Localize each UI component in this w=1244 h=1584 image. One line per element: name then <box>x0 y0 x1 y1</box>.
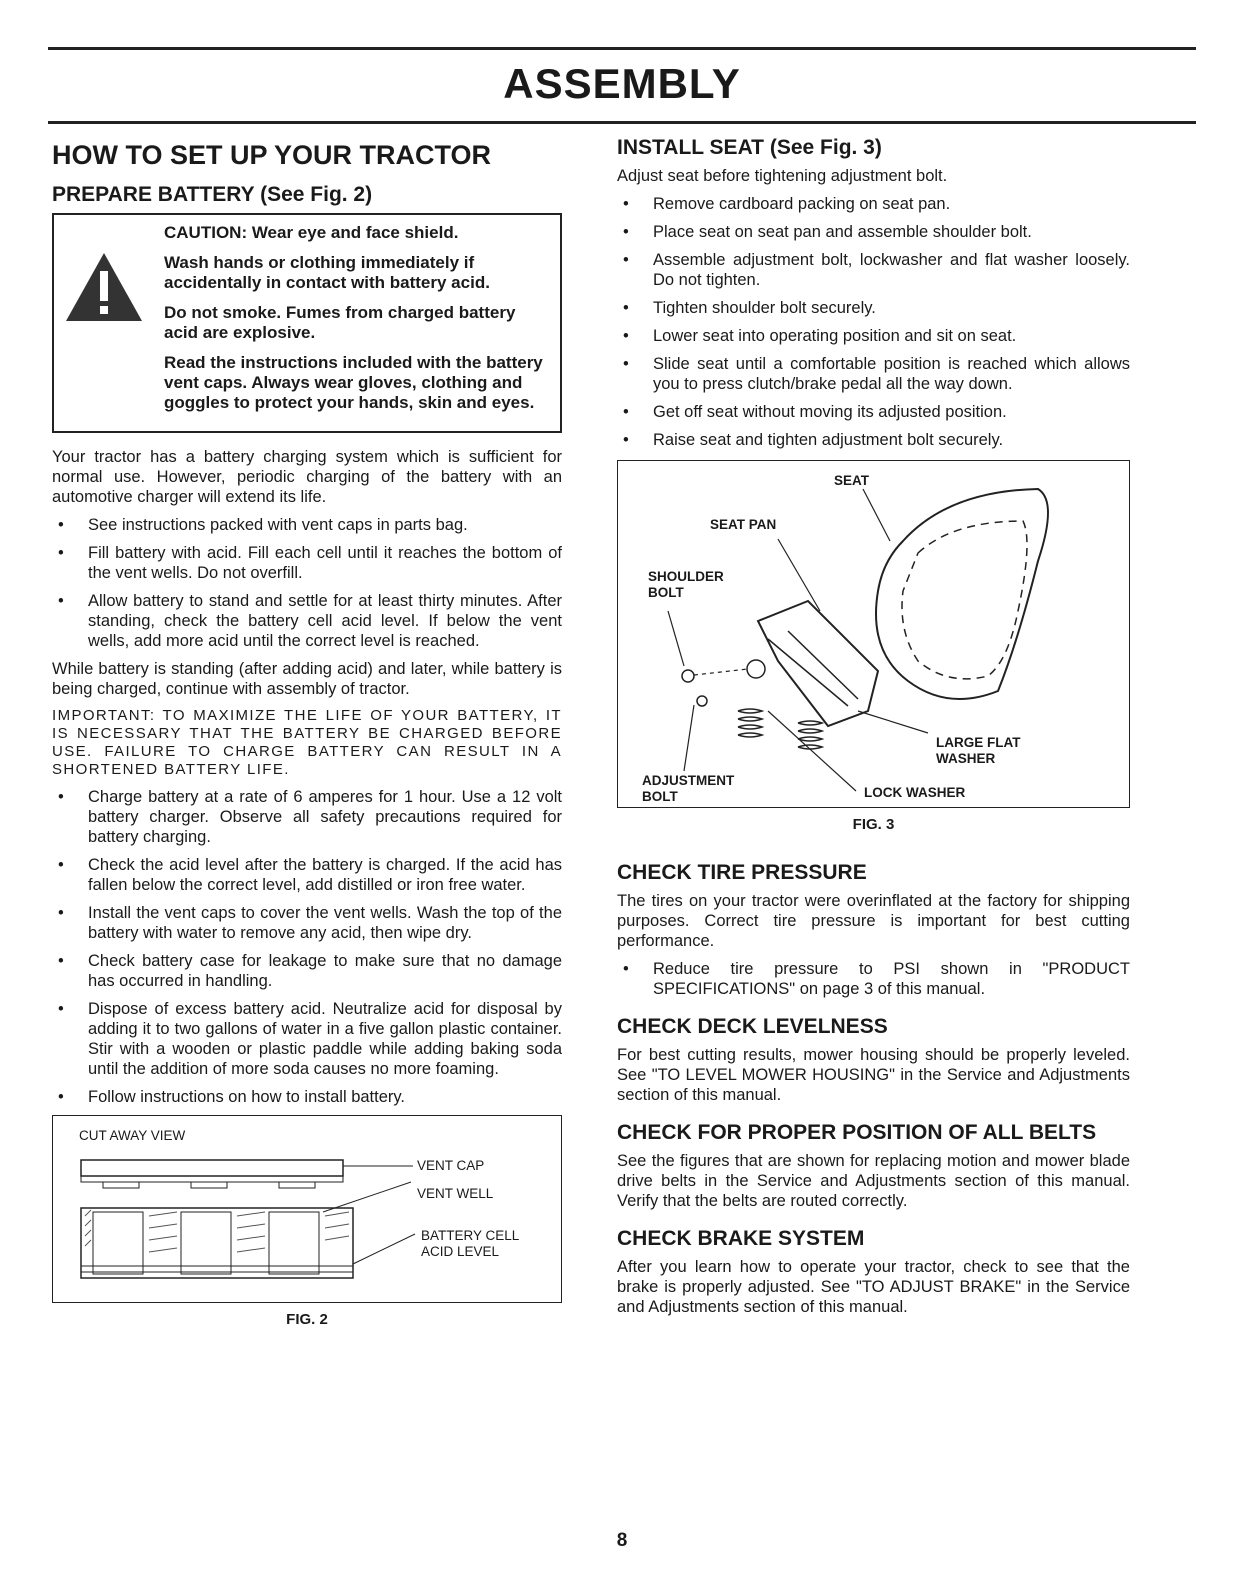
brake-system-heading: CHECK BRAKE SYSTEM <box>617 1227 865 1250</box>
washer-label: WASHER <box>936 751 996 766</box>
page-title: ASSEMBLY <box>503 60 741 107</box>
left-column <box>52 136 562 1328</box>
deck-levelness-heading: CHECK DECK LEVELNESS <box>617 1015 888 1038</box>
page-number: 8 <box>616 1530 628 1551</box>
shoulder-bolt-label: BOLT <box>648 585 684 600</box>
figure-3-box <box>617 460 1130 808</box>
while-standing-text: While battery is standing (after adding acid) and later, while battery is being charged, continue with assembly of tractor. <box>52 660 562 698</box>
seat-assembly-diagram <box>618 461 1118 807</box>
seat-pan-label: SEAT PAN <box>710 517 777 532</box>
caution-line-3: Do not smoke. Fumes from charged battery acid are explosive. <box>164 303 516 342</box>
seat-bullets <box>617 194 1130 450</box>
acid-level-label: ACID LEVEL <box>421 1244 500 1259</box>
list-item: • Lower seat into operating position and sit on seat. <box>617 326 1130 346</box>
adjustment-label: ADJUSTMENT <box>642 773 735 788</box>
brake-system-text: After you learn how to operate your tractor, check to see that the brake is properly adjusted. See "TO ADJUST BRAKE" in the Service and Adjustments section of this manual. <box>617 1258 1130 1316</box>
right-column <box>617 136 1130 1325</box>
battery-bullets-2 <box>52 787 562 1107</box>
section-title: HOW TO SET UP YOUR TRACTOR <box>52 140 492 170</box>
figure-2-caption: FIG. 2 <box>286 1311 328 1328</box>
install-seat-heading: INSTALL SEAT (See Fig. 3) <box>617 136 882 159</box>
list-item: • Fill battery with acid. Fill each cell until it reaches the bottom of the vent wells. Do not overfill. <box>52 543 562 583</box>
prepare-battery-heading: PREPARE BATTERY (See Fig. 2) <box>52 183 373 206</box>
belts-heading: CHECK FOR PROPER POSITION OF ALL BELTS <box>617 1121 1097 1144</box>
lock-washer-label: LOCK WASHER <box>864 785 966 800</box>
list-item: • Remove cardboard packing on seat pan. <box>617 194 1130 214</box>
battery-intro: Your tractor has a battery charging system which is sufficient for normal use. However, periodic charging of the battery with an automotive charger will extend its life. <box>52 448 562 506</box>
list-item: • Tighten shoulder bolt securely. <box>617 298 1130 318</box>
list-item: • Check battery case for leakage to make sure that no damage has occurred in handling. <box>52 951 562 991</box>
large-flat-label: LARGE FLAT <box>936 735 1021 750</box>
header-rule <box>48 121 1196 124</box>
list-item: • Install the vent caps to cover the vent wells. Wash the top of the battery with water to remove any acid, then wipe dry. <box>52 903 562 943</box>
list-item: • Place seat on seat pan and assemble shoulder bolt. <box>617 222 1130 242</box>
caution-box <box>52 213 562 433</box>
top-rule <box>48 47 1196 50</box>
list-item: • Check the acid level after the battery is charged. If the acid has fallen below the correct level, add distilled or iron free water. <box>52 855 562 895</box>
shoulder-label: SHOULDER <box>648 569 724 584</box>
belts-text: See the figures that are shown for replacing motion and mower blade drive belts in the Service and Adjustments section of this manual. Verify that the belts are routed correctly. <box>617 1152 1130 1210</box>
battery-cell-label: BATTERY CELL <box>421 1228 520 1243</box>
list-item: • Allow battery to stand and settle for at least thirty minutes. After standing, check the battery cell acid level. If below the vent wells, add more acid until the correct level is reached. <box>52 591 562 651</box>
list-item: • Get off seat without moving its adjusted position. <box>617 402 1130 422</box>
caution-line-1: CAUTION: Wear eye and face shield. <box>164 223 459 242</box>
figure-3-caption: FIG. 3 <box>852 816 895 833</box>
vent-well-label: VENT WELL <box>417 1186 494 1201</box>
adjustment-bolt-label: BOLT <box>642 789 678 804</box>
list-item: • Raise seat and tighten adjustment bolt securely. <box>617 430 1130 450</box>
battery-cutaway-diagram <box>53 1116 558 1302</box>
seat-label: SEAT <box>834 473 870 488</box>
list-item: • Assemble adjustment bolt, lockwasher and flat washer loosely. Do not tighten. <box>617 250 1130 290</box>
tire-pressure-heading: CHECK TIRE PRESSURE <box>617 861 867 884</box>
important-note: IMPORTANT: TO MAXIMIZE THE LIFE OF YOUR BATTERY, IT IS NECESSARY THAT THE BATTERY BE CHARGED BEFORE USE. FAILURE TO CHARGE BATTERY CAN RESULT IN A SHORTENED BATTERY LIFE. <box>52 707 562 778</box>
vent-cap-label: VENT CAP <box>417 1158 485 1173</box>
caution-line-4: Read the instructions included with the battery vent caps. Always wear gloves, clothing and goggles to protect your hands, skin and eyes. <box>164 353 543 412</box>
deck-levelness-text: For best cutting results, mower housing should be properly leveled. See "TO LEVEL MOWER HOUSING" in the Service and Adjustments section of this manual. <box>617 1046 1130 1104</box>
tire-pressure-text: The tires on your tractor were overinflated at the factory for shipping purposes. Correct tire pressure is important for best cutting performance. <box>617 892 1130 950</box>
seat-intro: Adjust seat before tightening adjustment bolt. <box>617 167 948 185</box>
list-item: • Reduce tire pressure to PSI shown in "PRODUCT SPECIFICATIONS" on page 3 of this manual. <box>617 959 1130 999</box>
battery-bullets-1 <box>52 515 562 651</box>
list-item: • Slide seat until a comfortable position is reached which allows you to press clutch/brake pedal all the way down. <box>617 354 1130 394</box>
warning-triangle-icon <box>64 251 144 323</box>
tire-bullets <box>617 959 1130 999</box>
figure-2-box <box>52 1115 562 1303</box>
list-item: • Follow instructions on how to install battery. <box>52 1087 562 1107</box>
list-item: • Charge battery at a rate of 6 amperes for 1 hour. Use a 12 volt battery charger. Observe all safety precautions required for battery charging. <box>52 787 562 847</box>
list-item: • Dispose of excess battery acid. Neutralize acid for disposal by adding it to two gallons of water in a five gallon plastic container. Stir with a wooden or plastic paddle while adding baking soda until the addition of more soda causes no more foaming. <box>52 999 562 1079</box>
cut-away-label: CUT AWAY VIEW <box>79 1128 186 1143</box>
caution-line-2: Wash hands or clothing immediately if accidentally in contact with battery acid. <box>164 253 490 292</box>
list-item: • See instructions packed with vent caps in parts bag. <box>52 515 562 535</box>
